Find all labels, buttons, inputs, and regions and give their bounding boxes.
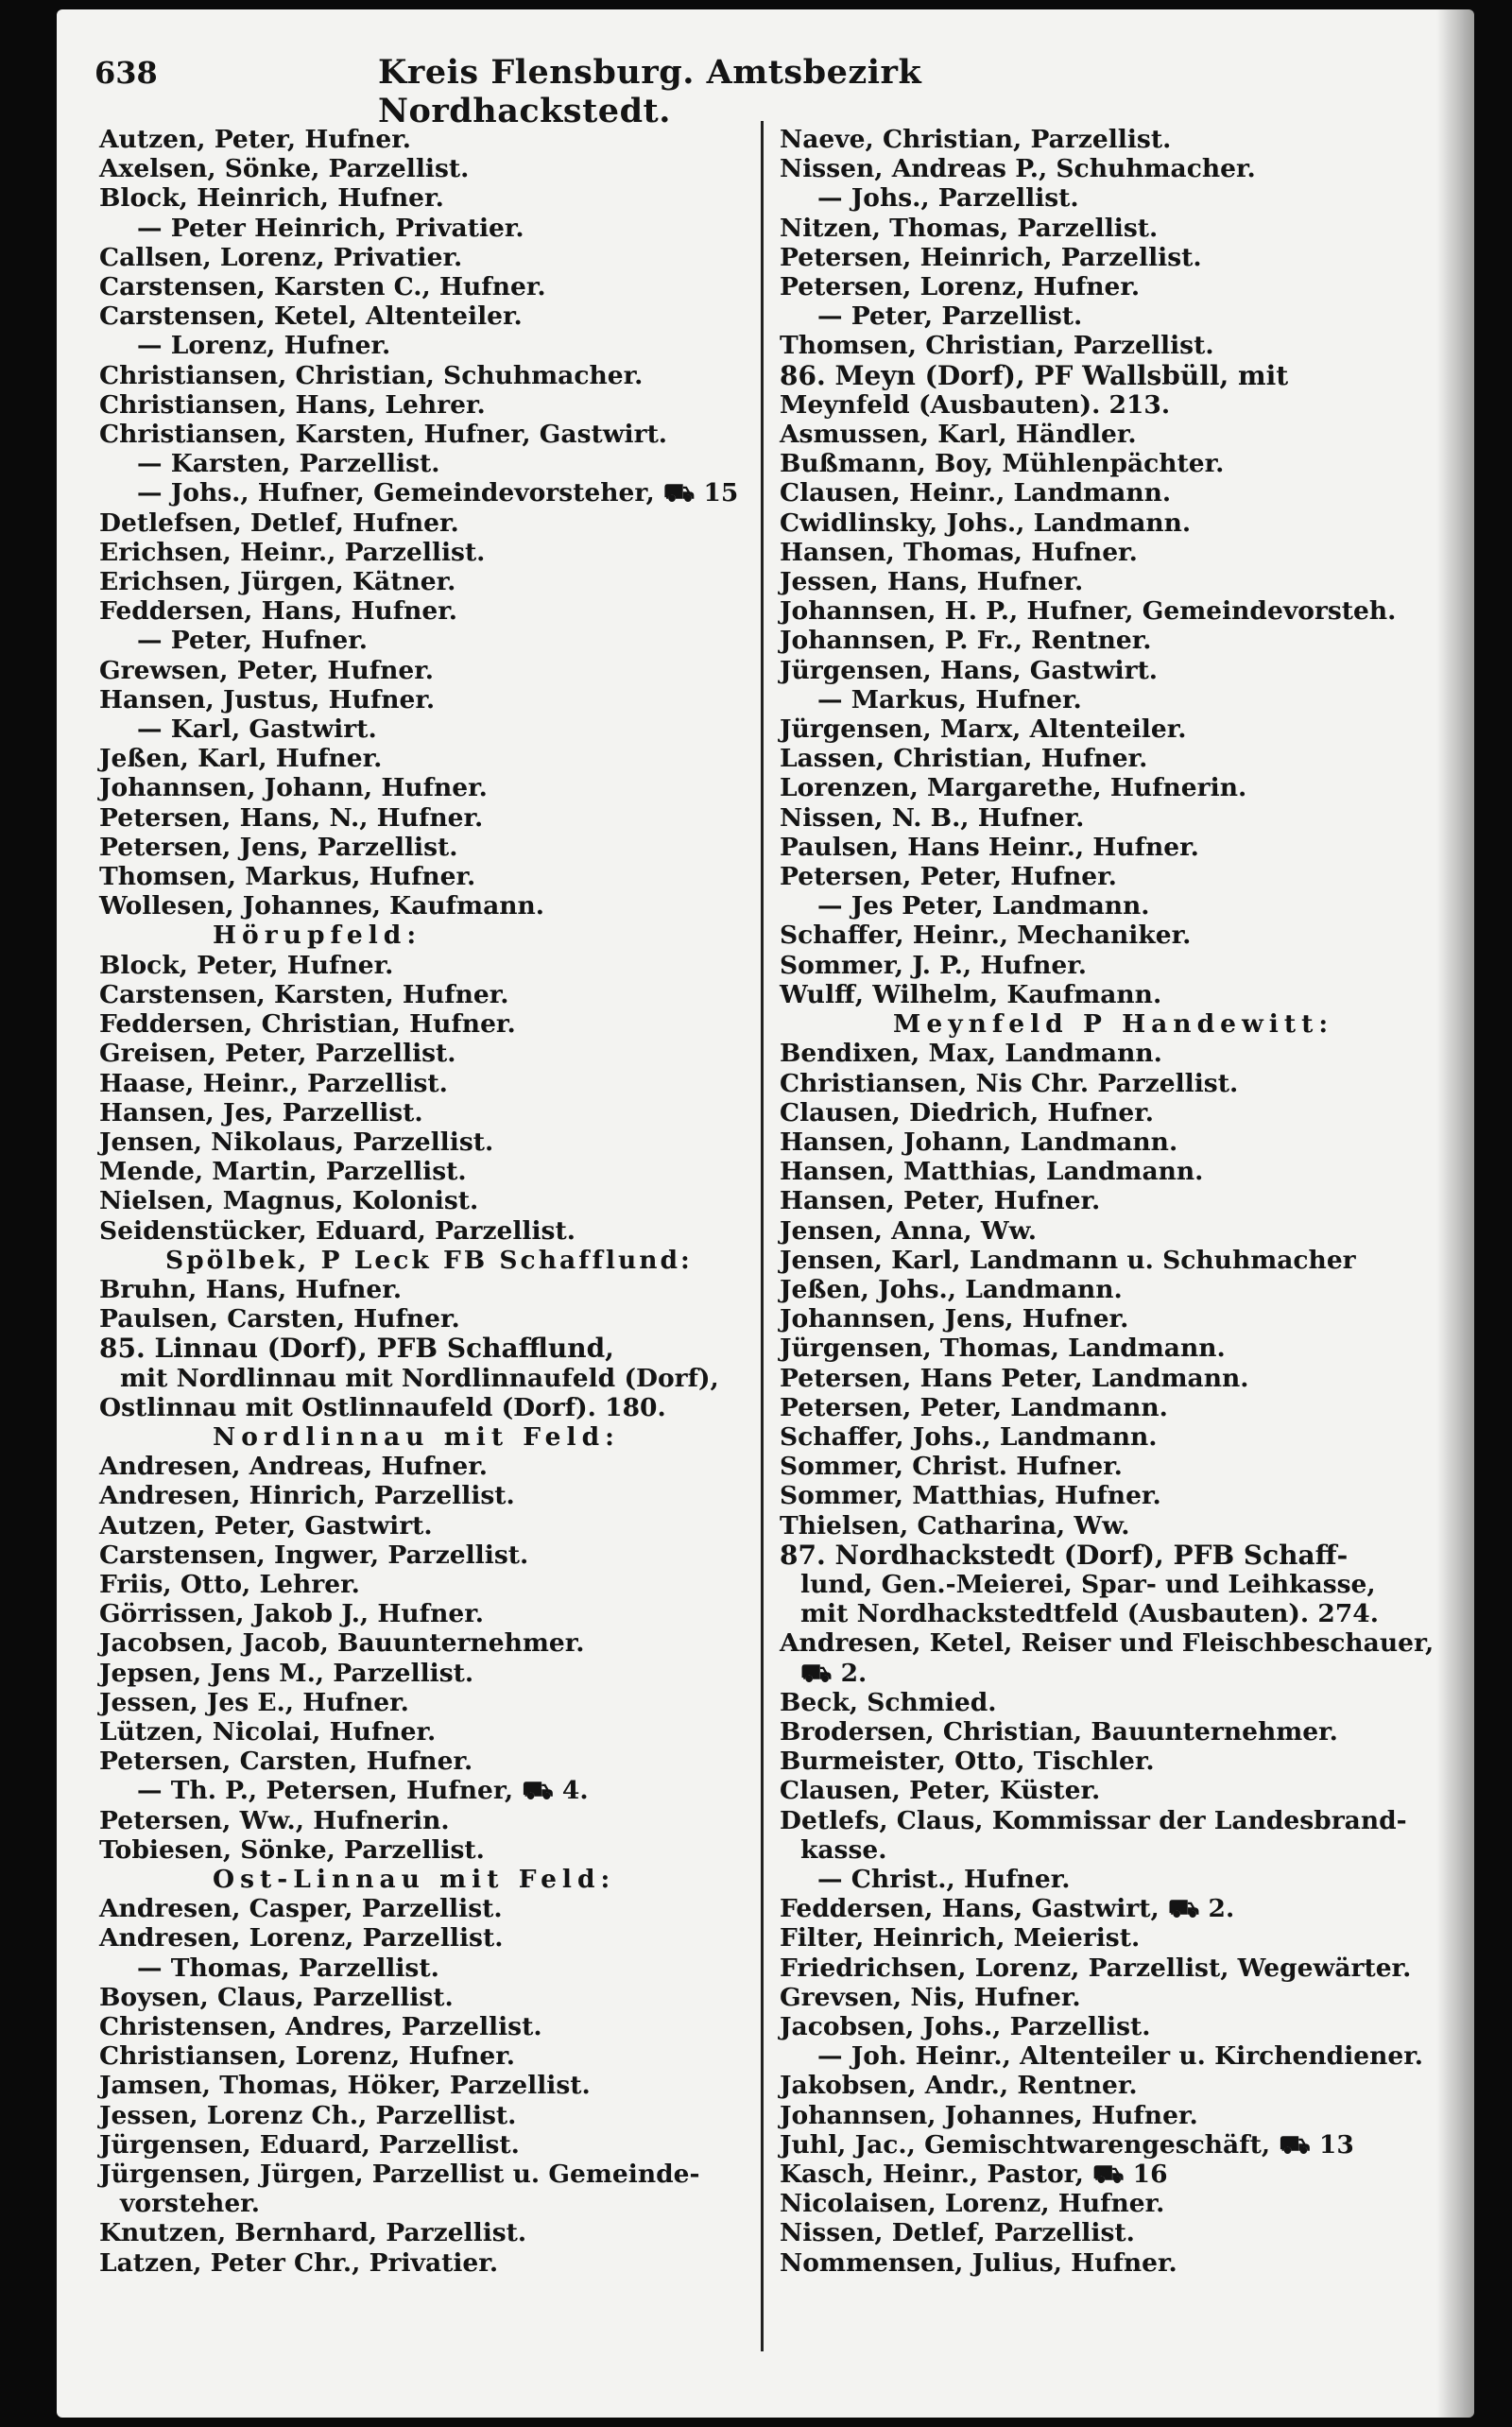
directory-line: Jacobsen, Johs., Parzellist. — [780, 2012, 1151, 2041]
directory-line: Ost-Linnau mit Feld: — [213, 1864, 616, 1894]
directory-line: Burmeister, Otto, Tischler. — [780, 1747, 1155, 1777]
directory-line: Jürgensen, Thomas, Landmann. — [780, 1334, 1226, 1364]
directory-line: Jepsen, Jens M., Parzellist. — [99, 1658, 474, 1688]
directory-line: Clausen, Heinr., Landmann. — [780, 478, 1172, 508]
running-head: Kreis Flensburg. Amtsbezirk Nordhackstedt. — [378, 53, 922, 130]
directory-line: Petersen, Carsten, Hufner. — [99, 1747, 473, 1777]
directory-line: Jakobsen, Andr., Rentner. — [780, 2071, 1138, 2101]
directory-line: Hansen, Peter, Hufner. — [780, 1186, 1101, 1216]
directory-line: Carstensen, Ketel, Altenteiler. — [99, 301, 523, 332]
directory-line: — Johs., Parzellist. — [817, 183, 1079, 214]
directory-line: Christiansen, Nis Chr. Parzellist. — [780, 1068, 1239, 1098]
directory-line: Thielsen, Catharina, Ww. — [780, 1510, 1130, 1541]
directory-line: Kasch, Heinr., Pastor, ⛟ 16 — [780, 2160, 1168, 2190]
directory-line: 85. Linnau (Dorf), PFB Schafflund, — [99, 1333, 614, 1365]
directory-line: Jamsen, Thomas, Höker, Parzellist. — [99, 2071, 591, 2101]
directory-line: Paulsen, Hans Heinr., Hufner. — [780, 832, 1199, 862]
directory-line: Andresen, Hinrich, Parzellist. — [99, 1481, 515, 1511]
directory-line: — Johs., Hufner, Gemeindevorsteher, ⛟ 15 — [137, 478, 739, 508]
directory-line: Clausen, Diedrich, Hufner. — [780, 1097, 1154, 1127]
directory-line: — Lorenz, Hufner. — [137, 331, 391, 361]
directory-line: — Christ., Hufner. — [817, 1864, 1071, 1894]
directory-line: Johannsen, P. Fr., Rentner. — [780, 626, 1152, 656]
directory-line: Erichsen, Jürgen, Kätner. — [99, 567, 456, 597]
directory-line: Jensen, Anna, Ww. — [780, 1215, 1038, 1246]
directory-line: Sommer, J. P., Hufner. — [780, 950, 1087, 980]
directory-line: Feddersen, Christian, Hufner. — [99, 1009, 516, 1040]
directory-line: Friis, Otto, Lehrer. — [99, 1569, 360, 1599]
directory-line: Block, Peter, Hufner. — [99, 950, 394, 980]
directory-line: Brodersen, Christian, Bauunternehmer. — [780, 1716, 1338, 1747]
directory-line: Nicolaisen, Lorenz, Hufner. — [780, 2189, 1165, 2219]
directory-line: Hörupfeld: — [213, 921, 422, 951]
directory-line: Schaffer, Heinr., Mechaniker. — [780, 921, 1192, 951]
directory-line: Grewsen, Peter, Hufner. — [99, 655, 435, 685]
directory-line: mit Nordhackstedtfeld (Ausbauten). 274. — [800, 1599, 1379, 1629]
directory-line: Spölbek, P Leck FB Schafflund: — [165, 1245, 693, 1275]
directory-line: Beck, Schmied. — [780, 1687, 997, 1717]
directory-line: kasse. — [800, 1834, 887, 1865]
directory-line: Jacobsen, Jacob, Bauunternehmer. — [99, 1628, 585, 1659]
directory-line: Hansen, Matthias, Landmann. — [780, 1157, 1204, 1187]
directory-line: Christensen, Andres, Parzellist. — [99, 2012, 542, 2041]
directory-line: Paulsen, Carsten, Hufner. — [99, 1304, 460, 1334]
directory-line: Feddersen, Hans, Gastwirt, ⛟ 2. — [780, 1894, 1235, 1924]
directory-line: Carstensen, Ingwer, Parzellist. — [99, 1540, 529, 1570]
directory-line: Wulff, Wilhelm, Kaufmann. — [780, 979, 1162, 1009]
directory-line: Axelsen, Sönke, Parzellist. — [99, 154, 470, 184]
directory-line: Nordlinnau mit Feld: — [213, 1421, 620, 1452]
directory-line: Bußmann, Boy, Mühlenpächter. — [780, 449, 1225, 479]
directory-line: Clausen, Peter, Küster. — [780, 1776, 1101, 1806]
directory-line: Feddersen, Hans, Hufner. — [99, 596, 458, 627]
directory-line: Hansen, Johann, Landmann. — [780, 1127, 1178, 1157]
directory-line: Jürgensen, Jürgen, Parzellist u. Gemeinde- — [99, 2160, 700, 2190]
directory-line: Detlefs, Claus, Kommissar der Landesbrand- — [780, 1805, 1407, 1835]
directory-line: — Karl, Gastwirt. — [137, 714, 377, 745]
directory-line: Grevsen, Nis, Hufner. — [780, 1982, 1081, 2012]
directory-line: Petersen, Hans Peter, Landmann. — [780, 1363, 1249, 1393]
directory-line: Petersen, Hans, N., Hufner. — [99, 802, 484, 833]
directory-line: Schaffer, Johs., Landmann. — [780, 1421, 1158, 1452]
directory-line: Meynfeld P Handewitt: — [893, 1009, 1334, 1040]
directory-line: — Peter Heinrich, Privatier. — [137, 213, 524, 243]
directory-line: Johannsen, H. P., Hufner, Gemeindevorsteh. — [780, 596, 1397, 627]
directory-line: Bendixen, Max, Landmann. — [780, 1039, 1162, 1069]
directory-line: Jessen, Hans, Hufner. — [780, 567, 1084, 597]
directory-line: Knutzen, Bernhard, Parzellist. — [99, 2218, 527, 2248]
directory-line: Greisen, Peter, Parzellist. — [99, 1039, 456, 1069]
directory-page — [57, 9, 1474, 2418]
directory-line: vorsteher. — [120, 2189, 260, 2219]
directory-line: — Th. P., Petersen, Hufner, ⛟ 4. — [137, 1776, 589, 1806]
directory-line: Juhl, Jac., Gemischtwarengeschäft, ⛟ 13 — [780, 2129, 1354, 2160]
directory-line: Haase, Heinr., Parzellist. — [99, 1068, 448, 1098]
directory-line: Jürgensen, Marx, Altenteiler. — [780, 714, 1187, 745]
directory-line: Jürgensen, Hans, Gastwirt. — [780, 655, 1159, 685]
directory-line: Jensen, Nikolaus, Parzellist. — [99, 1127, 494, 1157]
directory-line: Boysen, Claus, Parzellist. — [99, 1982, 454, 2012]
directory-line: Petersen, Ww., Hufnerin. — [99, 1805, 450, 1835]
directory-line: Nitzen, Thomas, Parzellist. — [780, 213, 1159, 243]
directory-line: — Karsten, Parzellist. — [137, 449, 440, 479]
directory-line: Jürgensen, Eduard, Parzellist. — [99, 2129, 520, 2160]
page-number: 638 — [94, 55, 158, 91]
directory-line: Lassen, Christian, Hufner. — [780, 744, 1148, 774]
directory-line: Nissen, N. B., Hufner. — [780, 802, 1085, 833]
directory-line: Mende, Martin, Parzellist. — [99, 1157, 467, 1187]
directory-line: Görrissen, Jakob J., Hufner. — [99, 1599, 484, 1629]
directory-line: Nommensen, Julius, Hufner. — [780, 2247, 1177, 2278]
directory-line: Block, Heinrich, Hufner. — [99, 183, 444, 214]
directory-line: Seidenstücker, Eduard, Parzellist. — [99, 1215, 576, 1246]
directory-line: Johannsen, Johann, Hufner. — [99, 773, 488, 803]
directory-line: Bruhn, Hans, Hufner. — [99, 1274, 403, 1304]
directory-line: Nissen, Andreas P., Schuhmacher. — [780, 154, 1256, 184]
directory-line: Tobiesen, Sönke, Parzellist. — [99, 1834, 485, 1865]
directory-line: mit Nordlinnau mit Nordlinnaufeld (Dorf), — [120, 1363, 719, 1393]
directory-line: Nissen, Detlef, Parzellist. — [780, 2218, 1135, 2248]
directory-line: — Thomas, Parzellist. — [137, 1953, 439, 1983]
directory-line: Jensen, Karl, Landmann u. Schuhmacher — [780, 1245, 1356, 1275]
directory-line: Hansen, Jes, Parzellist. — [99, 1097, 423, 1127]
directory-line: Jessen, Jes E., Hufner. — [99, 1687, 409, 1717]
right-column — [780, 125, 1469, 2278]
directory-line: Hansen, Justus, Hufner. — [99, 684, 436, 714]
directory-line: Christiansen, Christian, Schuhmacher. — [99, 360, 644, 390]
directory-line: Filter, Heinrich, Meierist. — [780, 1923, 1141, 1954]
directory-line: ⛟ 2. — [800, 1658, 868, 1688]
directory-line: Jessen, Lorenz Ch., Parzellist. — [99, 2100, 517, 2130]
directory-line: Christiansen, Karsten, Hufner, Gastwirt. — [99, 420, 668, 450]
directory-line: Jeßen, Johs., Landmann. — [780, 1274, 1123, 1304]
directory-line: Friedrichsen, Lorenz, Parzellist, Wegewärter. — [780, 1953, 1412, 1983]
directory-line: Autzen, Peter, Hufner. — [99, 125, 411, 154]
directory-line: Autzen, Peter, Gastwirt. — [99, 1510, 433, 1541]
directory-line: — Jes Peter, Landmann. — [817, 891, 1150, 921]
directory-line: Petersen, Lorenz, Hufner. — [780, 272, 1141, 302]
directory-line: Carstensen, Karsten, Hufner. — [99, 979, 509, 1009]
directory-line: Petersen, Peter, Landmann. — [780, 1392, 1168, 1422]
directory-line: — Joh. Heinr., Altenteiler u. Kirchendiener. — [817, 2041, 1424, 2072]
directory-line: Sommer, Matthias, Hufner. — [780, 1481, 1161, 1511]
directory-line: Hansen, Thomas, Hufner. — [780, 537, 1138, 567]
page-header — [94, 47, 1096, 130]
scan-shadow — [1436, 9, 1474, 2418]
directory-line: Asmussen, Karl, Händler. — [780, 420, 1137, 450]
directory-line: — Peter, Hufner. — [137, 626, 368, 656]
directory-line: Jeßen, Karl, Hufner. — [99, 744, 383, 774]
directory-line: Erichsen, Heinr., Parzellist. — [99, 537, 486, 567]
directory-line: — Peter, Parzellist. — [817, 301, 1083, 332]
directory-line: Naeve, Christian, Parzellist. — [780, 125, 1172, 154]
directory-line: Petersen, Peter, Hufner. — [780, 862, 1117, 892]
directory-line: Wollesen, Johannes, Kaufmann. — [99, 891, 545, 921]
directory-line: Thomsen, Christian, Parzellist. — [780, 331, 1214, 361]
left-column — [99, 125, 794, 2278]
directory-line: lund, Gen.-Meierei, Spar- und Leihkasse, — [800, 1569, 1376, 1599]
directory-line: Callsen, Lorenz, Privatier. — [99, 242, 463, 272]
directory-line: Petersen, Heinrich, Parzellist. — [780, 242, 1202, 272]
directory-line: Nielsen, Magnus, Kolonist. — [99, 1186, 479, 1216]
directory-line: Latzen, Peter Chr., Privatier. — [99, 2247, 499, 2278]
directory-line: Lützen, Nicolai, Hufner. — [99, 1716, 437, 1747]
directory-line: Sommer, Christ. Hufner. — [780, 1452, 1123, 1482]
directory-line: Cwidlinsky, Johs., Landmann. — [780, 508, 1192, 538]
directory-line: Christiansen, Lorenz, Hufner. — [99, 2041, 516, 2072]
directory-line: Ostlinnau mit Ostlinnaufeld (Dorf). 180. — [99, 1392, 666, 1422]
directory-line: Carstensen, Karsten C., Hufner. — [99, 272, 546, 302]
directory-line: Johannsen, Jens, Hufner. — [780, 1304, 1129, 1334]
directory-line: 86. Meyn (Dorf), PF Wallsbüll, mit — [780, 359, 1289, 391]
directory-line: Meynfeld (Ausbauten). 213. — [780, 389, 1171, 420]
directory-line: Christiansen, Hans, Lehrer. — [99, 389, 486, 420]
directory-line: Lorenzen, Margarethe, Hufnerin. — [780, 773, 1247, 803]
directory-line: Thomsen, Markus, Hufner. — [99, 862, 476, 892]
directory-line: Andresen, Andreas, Hufner. — [99, 1452, 488, 1482]
directory-line: Detlefsen, Detlef, Hufner. — [99, 508, 459, 538]
directory-line: Johannsen, Johannes, Hufner. — [780, 2100, 1198, 2130]
directory-line: Andresen, Lorenz, Parzellist. — [99, 1923, 504, 1954]
directory-line: Andresen, Casper, Parzellist. — [99, 1894, 503, 1924]
directory-line: 87. Nordhackstedt (Dorf), PFB Schaff- — [780, 1539, 1349, 1571]
directory-line: — Markus, Hufner. — [817, 684, 1082, 714]
directory-line: Andresen, Ketel, Reiser und Fleischbeschauer, — [780, 1628, 1435, 1659]
directory-line: Petersen, Jens, Parzellist. — [99, 832, 458, 862]
